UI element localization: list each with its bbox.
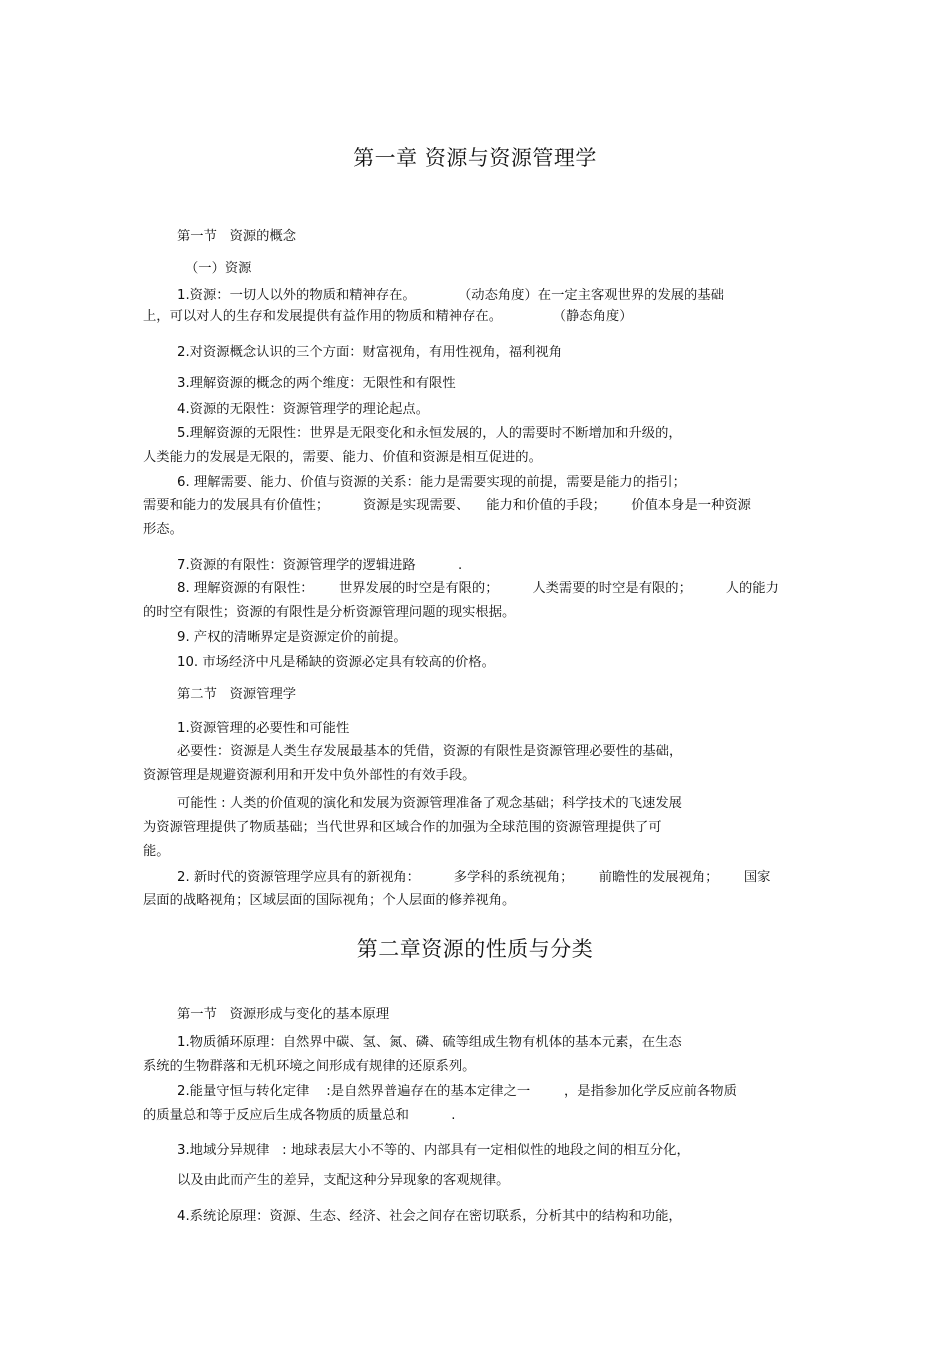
paragraph-line: 2.能量守恒与转化定律 :是自然界普遍存在的基本定律之一 ，是指参加化学反应前各物质 bbox=[177, 1084, 737, 1099]
paragraph-line: 1.物质循环原理：自然界中碳、氢、氮、磷、硫等组成生物有机体的基本元素，在生态 bbox=[177, 1035, 682, 1050]
paragraph-line: 的时空有限性；资源的有限性是分析资源管理问题的现实根据。 bbox=[143, 605, 516, 620]
chapter-2-title: 第二章资源的性质与分类 bbox=[356, 937, 594, 961]
paragraph-line: 需要和能力的发展具有价值性； 资源是实现需要、 能力和价值的手段； 价值本身是一种资源 bbox=[143, 498, 751, 513]
paragraph-line: 10. 市场经济中凡是稀缺的资源必定具有较高的价格。 bbox=[177, 655, 495, 670]
paragraph-line: 必要性：资源是人类生存发展最基本的凭借，资源的有限性是资源管理必要性的基础， bbox=[177, 744, 683, 759]
section-heading: 第一节 资源形成与变化的基本原理 bbox=[177, 1007, 390, 1022]
paragraph-line: 3.理解资源的概念的两个维度：无限性和有限性 bbox=[177, 376, 456, 391]
section-2-heading: 第二节 资源管理学 bbox=[177, 687, 297, 702]
paragraph-line: 4.系统论原理：资源、生态、经济、社会之间存在密切联系，分析其中的结构和功能， bbox=[177, 1209, 682, 1224]
paragraph-line: 上，可以对人的生存和发展提供有益作用的物质和精神存在。 （静态角度） bbox=[143, 309, 633, 324]
paragraph-line: 7.资源的有限性：资源管理学的逻辑进路 . bbox=[177, 558, 463, 573]
paragraph-line: 3.地域分异规律 : 地球表层大小不等的、内部具有一定相似性的地段之间的相互分化， bbox=[177, 1143, 690, 1158]
subsection-heading: （一）资源 bbox=[185, 261, 252, 276]
paragraph-line: 5.理解资源的无限性：世界是无限变化和永恒发展的，人的需要时不断增加和升级的， bbox=[177, 426, 682, 441]
paragraph-line: 可能性 : 人类的价值观的演化和发展为资源管理准备了观念基础；科学技术的飞速发展 bbox=[177, 796, 682, 811]
paragraph-line: 能。 bbox=[143, 844, 170, 859]
paragraph-line: 为资源管理提供了物质基础；当代世界和区域合作的加强为全球范围的资源管理提供了可 bbox=[143, 820, 662, 835]
paragraph-line: 层面的战略视角；区域层面的国际视角；个人层面的修养视角。 bbox=[143, 893, 516, 908]
paragraph-line: 4.资源的无限性：资源管理学的理论起点。 bbox=[177, 402, 430, 417]
chapter-1-title: 第一章 资源与资源管理学 bbox=[353, 146, 597, 170]
paragraph-line: 9. 产权的清晰界定是资源定价的前提。 bbox=[177, 630, 407, 645]
paragraph-line: 2. 新时代的资源管理学应具有的新视角： 多学科的系统视角； 前瞻性的发展视角； 国家 bbox=[177, 870, 771, 885]
paragraph-line: 6. 理解需要、能力、价值与资源的关系：能力是需要实现的前提，需要是能力的指引； bbox=[177, 475, 686, 490]
paragraph-line: 8. 理解资源的有限性： 世界发展的时空是有限的； 人类需要的时空是有限的； 人的能力 bbox=[177, 581, 779, 596]
paragraph-line: 资源管理是规避资源利用和开发中负外部性的有效手段。 bbox=[143, 768, 476, 783]
section-1-heading: 第一节 资源的概念 bbox=[177, 229, 297, 244]
paragraph-line: 系统的生物群落和无机环境之间形成有规律的还原系列。 bbox=[143, 1059, 476, 1074]
paragraph-line: 的质量总和等于反应后生成各物质的质量总和 . bbox=[143, 1108, 456, 1123]
paragraph-line: 形态。 bbox=[143, 522, 183, 537]
paragraph-line: 1.资源管理的必要性和可能性 bbox=[177, 721, 350, 736]
paragraph-line: 人类能力的发展是无限的，需要、能力、价值和资源是相互促进的。 bbox=[143, 450, 542, 465]
paragraph-line: 2.对资源概念认识的三个方面：财富视角，有用性视角，福利视角 bbox=[177, 345, 562, 360]
paragraph-line: 以及由此而产生的差异，支配这种分异现象的客观规律。 bbox=[177, 1173, 510, 1188]
paragraph-line: 1.资源：一切人以外的物质和精神存在。 （动态角度）在一定主客观世界的发展的基础 bbox=[177, 288, 724, 303]
